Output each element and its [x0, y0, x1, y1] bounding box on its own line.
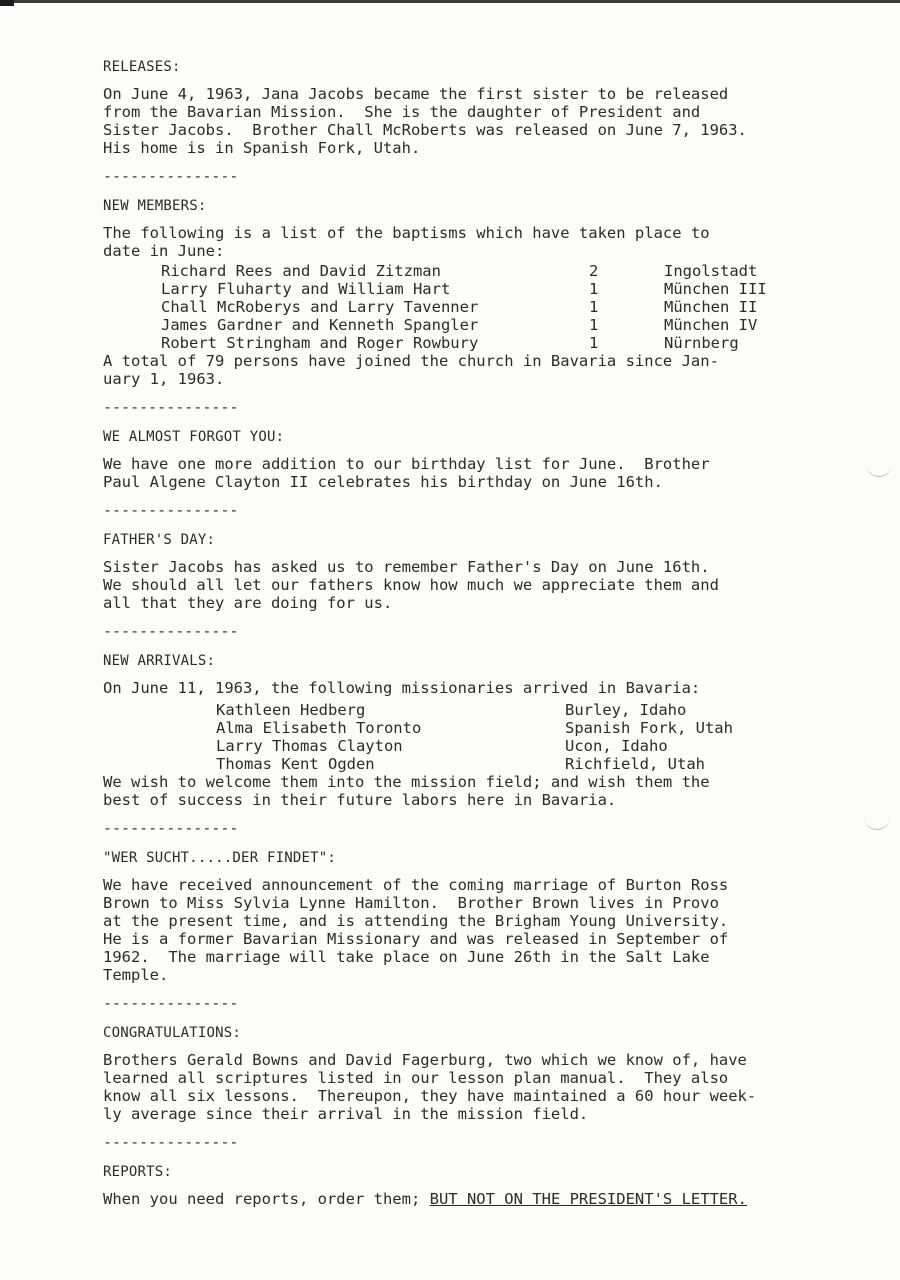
baptism-names: Richard Rees and David Zitzman [161, 262, 441, 280]
missionary-name: Larry Thomas Clayton [216, 737, 403, 755]
congratulations-text: Brothers Gerald Bowns and David Fagerburg, two which we know of, have learned all scriptures listed in our lesson plan manual. They also know all six lessons. Thereupon, they have maintained a 60 hour week- ly average since their arrival in the mission field. [103, 1051, 757, 1123]
page-corner-mark [0, 0, 14, 6]
baptism-city: Nürnberg [664, 334, 739, 352]
separator: --------------- [103, 398, 239, 416]
missionary-home: Richfield, Utah [565, 755, 705, 773]
list-item [161, 298, 767, 316]
baptism-city: Ingolstadt [664, 262, 758, 280]
reports-emphasis: BUT NOT ON THE PRESIDENT'S LETTER. [429, 1190, 747, 1208]
baptism-city: München III [664, 280, 767, 298]
arrivals-intro: On June 11, 1963, the following missionaries arrived in Bavaria: [103, 679, 701, 697]
section-heading-fathers-day: FATHER'S DAY: [103, 532, 216, 548]
list-item [161, 280, 767, 298]
new-members-intro: The following is a list of the baptisms which have taken place to date in June: [103, 224, 710, 260]
list-item [216, 737, 733, 755]
section-heading-forgot: WE ALMOST FORGOT YOU: [103, 429, 285, 445]
document-body [103, 58, 893, 1208]
missionary-home: Ucon, Idaho [565, 737, 668, 755]
baptism-names: Robert Stringham and Roger Rowbury [161, 334, 479, 352]
baptism-count: 1 [589, 298, 599, 316]
section-heading-congratulations: CONGRATULATIONS: [103, 1025, 242, 1041]
missionary-home: Burley, Idaho [565, 701, 687, 719]
separator: --------------- [103, 501, 239, 519]
baptism-city: München IV [664, 316, 758, 334]
separator: --------------- [103, 994, 239, 1012]
missionary-home: Spanish Fork, Utah [565, 719, 733, 737]
wer-sucht-text: We have received announcement of the coming marriage of Burton Ross Brown to Miss Sylvia Lynne Hamilton. Brother Brown lives in Provo at the present time, and is attending the Brigham Young University. He is a former Bavarian Missionary and was released in September of 1962. The marriage will take place on June 26th in the Salt Lake Temple. [103, 876, 729, 984]
list-item [161, 316, 767, 334]
section-heading-reports: REPORTS: [103, 1164, 173, 1180]
baptism-count: 1 [589, 316, 599, 334]
separator: --------------- [103, 622, 239, 640]
releases-text: On June 4, 1963, Jana Jacobs became the first sister to be released from the Bavarian Mission. She is the daughter of President and Sister Jacobs. Brother Chall McRoberts was released on June 7, 1963. His home is in Spanish Fork, Utah. [103, 85, 747, 157]
forgot-text: We have one more addition to our birthday list for June. Brother Paul Algene Clayton II celebrates his birthday on June 16th. [103, 455, 710, 491]
baptism-names: James Gardner and Kenneth Spangler [161, 316, 479, 334]
section-heading-wer-sucht: "WER SUCHT.....DER FINDET": [103, 850, 336, 866]
list-item [161, 262, 767, 280]
separator: --------------- [103, 167, 239, 185]
separator: --------------- [103, 819, 239, 837]
section-heading-releases: RELEASES: [103, 59, 181, 75]
baptism-count: 1 [589, 280, 599, 298]
missionary-name: Alma Elisabeth Toronto [216, 719, 422, 737]
list-item [216, 719, 733, 737]
separator: --------------- [103, 1133, 239, 1151]
arrivals-closing: We wish to welcome them into the mission field; and wish them the best of success in their future labors here in Bavaria. [103, 773, 710, 809]
missionary-name: Kathleen Hedberg [216, 701, 366, 719]
baptism-city: München II [664, 298, 758, 316]
baptism-names: Chall McRoberys and Larry Tavenner [161, 298, 479, 316]
fathers-day-text: Sister Jacobs has asked us to remember Father's Day on June 16th. We should all let our fathers know how much we appreciate them and all that they are doing for us. [103, 558, 719, 612]
section-heading-new-members: NEW MEMBERS: [103, 198, 207, 214]
section-heading-arrivals: NEW ARRIVALS: [103, 653, 216, 669]
baptism-count: 2 [589, 262, 599, 280]
baptism-list [161, 262, 767, 352]
list-item [216, 701, 733, 719]
baptism-names: Larry Fluharty and William Hart [161, 280, 451, 298]
baptism-count: 1 [589, 334, 599, 352]
list-item [161, 334, 767, 352]
list-item [216, 755, 733, 773]
new-members-total: A total of 79 persons have joined the church in Bavaria since Jan- uary 1, 1963. [103, 352, 719, 388]
arrivals-list [216, 701, 733, 773]
page-top-edge [0, 0, 900, 3]
missionary-name: Thomas Kent Ogden [216, 755, 375, 773]
reports-text: When you need reports, order them; BUT NOT ON THE PRESIDENT'S LETTER. [103, 1190, 747, 1208]
